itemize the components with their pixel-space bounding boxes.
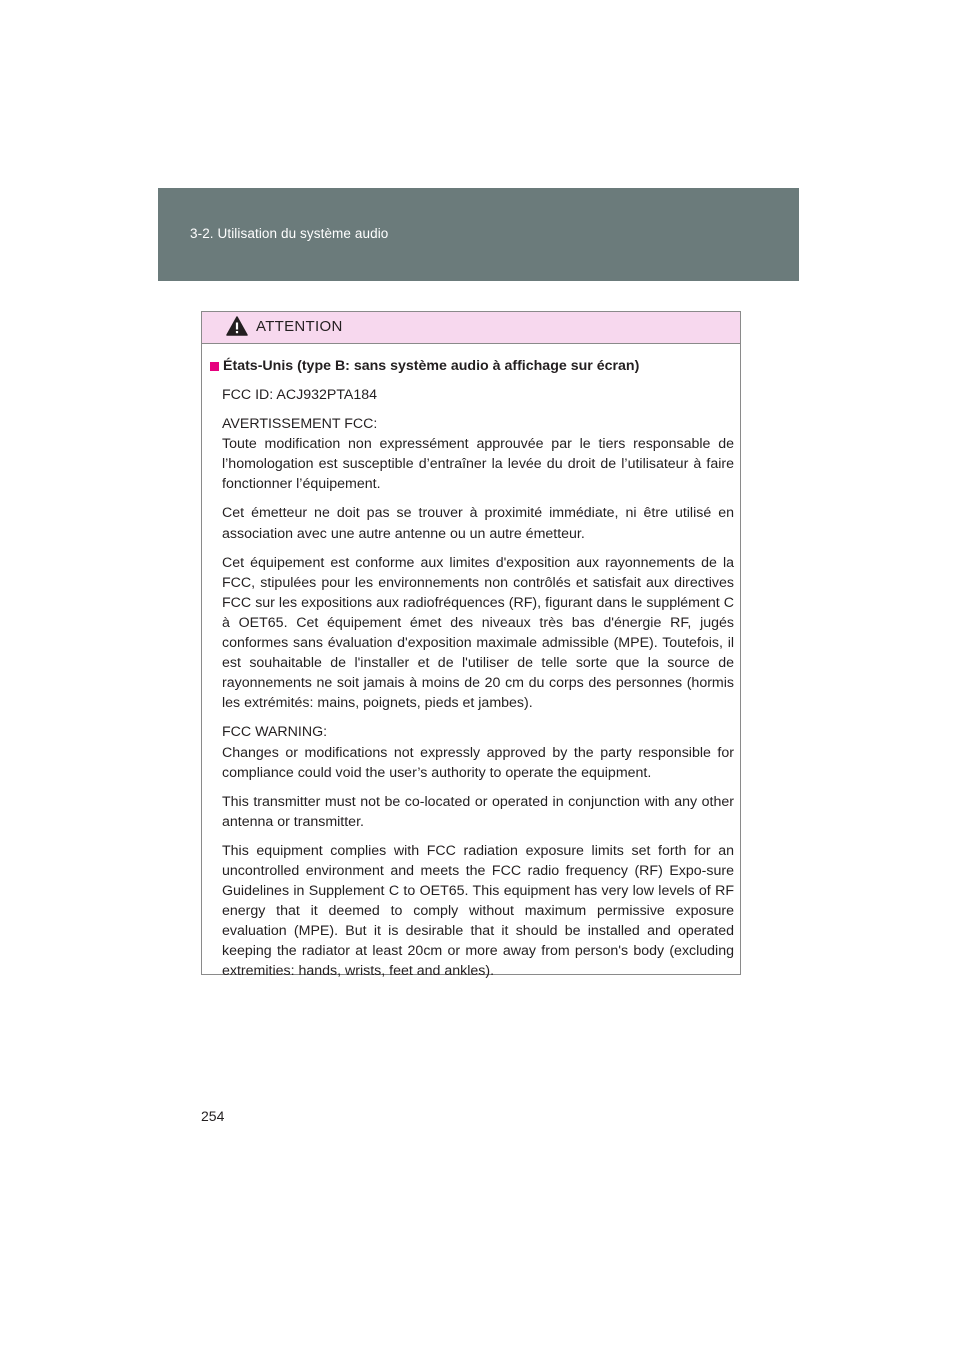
bullet-square-icon <box>210 362 219 371</box>
warning-header <box>202 312 740 344</box>
fr-fcc-warning <box>222 414 734 494</box>
en-paragraph-colocation: This transmitter must not be co-located or operated in conjunction with any other antenna or transmitter. <box>222 793 734 830</box>
warning-heading-text: États-Unis (type B: sans système audio à affichage sur écran) <box>223 358 640 374</box>
en-paragraph-exposure: This equipment complies with FCC radiation exposure limits set forth for an uncontrolled environment and meets the FCC radio frequency (RF) Expo-sure Guidelines in Supplement C to OET65. This equipment has very low levels of RF energy that it deemed to comply without maximum permissive exposure evaluation (MPE). But it is desirable that it should be installed and operated keeping the radiator at least 20cm or more away from person's body (excluding extremities: hands, wrists, feet and ankles). <box>222 842 734 980</box>
warning-body <box>202 344 740 982</box>
fr-paragraph-colocation: Cet émetteur ne doit pas se trouver à proximité immédiate, ni être utilisé en association avec une autre antenne ou un autre émetteur. <box>222 505 734 542</box>
fr-fcc-warning-title: AVERTISSEMENT FCC: <box>222 416 378 433</box>
fr-paragraph-exposure: Cet équipement est conforme aux limites d'exposition aux rayonnements de la FCC, stipulées pour les environnements non contrôlés et satisfait aux directives FCC sur les expositions aux radiofréquences (RF), figurant dans le supplément C à OET65. Cet équipement émet des niveaux très bas d'énergie RF, jugés conformes sans évaluation d'exposition maximale admissible (MPE). Toutefois, il est souhaitable de l'installer et de l'utiliser de telle sorte que la source de rayonnements ne soit jamais à moins de 20 cm du corps des personnes (hormis les extrémités: mains, poignets, pieds et jambes). <box>222 554 734 712</box>
warning-triangle-icon <box>226 316 248 336</box>
section-title: 3-2. Utilisation du système audio <box>190 226 389 241</box>
en-fcc-warning <box>222 722 734 782</box>
section-header-band <box>158 188 799 281</box>
warning-title: ATTENTION <box>256 318 343 335</box>
warning-heading <box>210 356 734 376</box>
warning-box <box>201 311 741 980</box>
fcc-id: FCC ID: ACJ932PTA184 <box>222 387 378 403</box>
en-fcc-warning-title: FCC WARNING: <box>222 724 328 741</box>
page-number: 254 <box>201 1108 225 1124</box>
en-fcc-warning-text: Changes or modifications not expressly approved by the party responsible for compliance could void the user’s authority to operate the equipment. <box>222 744 734 781</box>
fr-fcc-warning-text: Toute modification non expressément approuvée par le tiers responsable de l’homologation est susceptible d’entraîner la levée du droit de l’utilisateur à faire fonctionner l’équipement. <box>222 436 734 493</box>
